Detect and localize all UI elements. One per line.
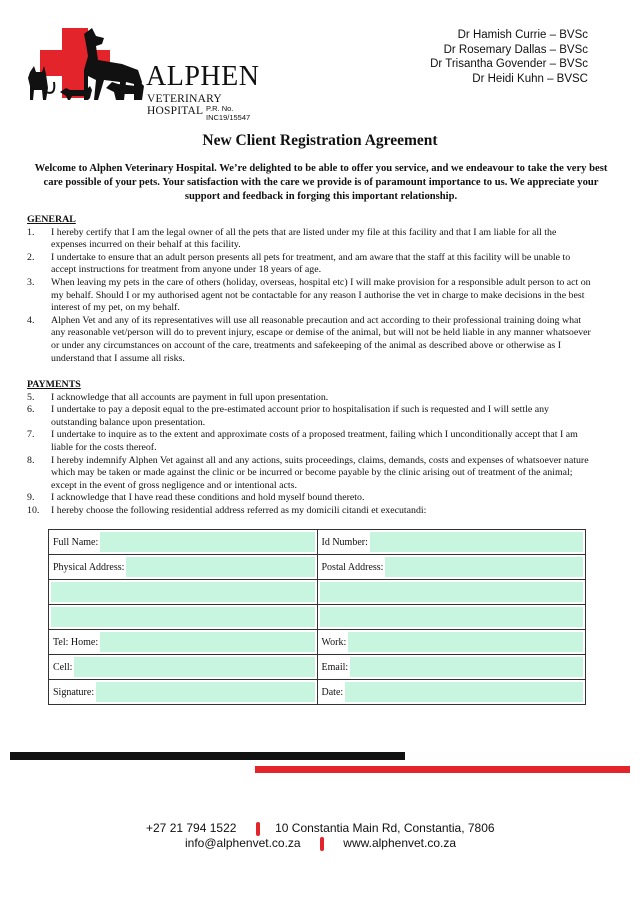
clause-item	[27, 315, 593, 365]
footer-email[interactable]: info@alphenvet.co.za	[185, 836, 301, 850]
footer-address: 10 Constantia Main Rd, Constantia, 7806	[275, 821, 495, 835]
clause-item	[27, 404, 593, 429]
clause-item	[27, 392, 593, 405]
welcome-text: Welcome to Alphen Veterinary Hospital. We’re delighted to be able to offer you service, and we endeavour to take the very best care possible of your pets. Your satisfaction with the care we provide is of paramount importance to us. We appreciate your support and feedback in forging this important relationship.	[34, 163, 608, 202]
clause-item	[27, 505, 593, 518]
doctors-list	[430, 28, 588, 86]
clause-number: 10.	[27, 504, 40, 516]
clause-number: 7.	[27, 429, 35, 441]
physical-address-field[interactable]	[126, 557, 314, 577]
date-label: Date:	[321, 686, 344, 698]
logo-registration: P.R. No. INC19/15547	[206, 104, 251, 122]
email-field[interactable]	[350, 657, 583, 677]
id-number-label: Id Number:	[321, 536, 368, 548]
registration-form	[48, 529, 586, 705]
postal-address-line-3[interactable]	[320, 607, 584, 627]
doctor-name: Dr Hamish Currie – BVSc	[457, 29, 588, 41]
clause-text: I acknowledge that all accounts are payment in full upon presentation.	[51, 391, 329, 403]
clause-item	[27, 429, 593, 454]
black-divider-stripe	[10, 752, 405, 760]
doctor-name: Dr Trisantha Govender – BVSc	[430, 58, 588, 71]
general-section	[27, 214, 593, 365]
clause-item	[27, 252, 593, 277]
clause-text: I acknowledge that I have read these conditions and hold myself bound thereto.	[51, 492, 365, 504]
doctor-name: Dr Heidi Kuhn – BVSC	[472, 72, 588, 85]
clause-number: 8.	[27, 454, 35, 466]
hospital-logo	[26, 26, 276, 122]
clause-text: When leaving my pets in the care of others (holiday, overseas, hospital etc) I will make provision for a responsible adult person to act on my behalf. Should I or my authorised agent not be contactable for any reason I authorise the vet in charge to make decisions in the best interest of my pet, on my behalf.	[51, 276, 591, 314]
clause-number: 3.	[27, 276, 35, 288]
full-name-label: Full Name:	[53, 536, 99, 548]
footer-phone: +27 21 794 1522	[146, 821, 237, 835]
clause-text: I undertake to ensure that an adult person presents all pets for treatment, and am aware that the staff at this facility will be unable to accept instructions for treatment from anyone under 18 years of age.	[51, 251, 571, 276]
clause-item	[27, 455, 593, 493]
clause-number: 4.	[27, 314, 35, 326]
clause-text: Alphen Vet and any of its representatives will use all reasonable precaution and act according to their professional training doing what any reasonable vet/person will do to prevent injury, escape or demise of the animal, but will not be held liable in any manner whatsoever or under any circumstances on account of the care, treatments and safekeeping of the animal as described above or otherwise as I understand that I assume all risks.	[51, 314, 591, 364]
clause-item	[27, 492, 593, 505]
clause-number: 6.	[27, 404, 35, 416]
physical-address-label: Physical Address:	[53, 561, 125, 573]
red-divider-stripe	[255, 766, 630, 773]
cell-field[interactable]	[74, 657, 314, 677]
physical-address-line-2[interactable]	[51, 582, 315, 602]
clause-item	[27, 277, 593, 315]
postal-address-line-2[interactable]	[320, 582, 584, 602]
page-title: New Client Registration Agreement	[202, 132, 438, 149]
red-separator-icon	[256, 822, 260, 836]
clause-text: I undertake to pay a deposit equal to the pre-estimated account prior to hospitalisation if such is requested and I will settle any outstanding balance upon presentation.	[51, 404, 549, 428]
payments-section	[27, 379, 593, 518]
clause-text: I hereby certify that I am the legal owner of all the pets that are listed under my file at this facility and that I am liable for all the expenses incurred on their behalf at this facility.	[51, 226, 557, 251]
logo-name: ALPHEN	[146, 61, 260, 92]
email-label: Email:	[321, 661, 349, 673]
red-separator-icon	[320, 837, 324, 851]
logo-subtitle: VETERINARY HOSPITAL	[147, 93, 222, 117]
clause-text: I hereby indemnify Alphen Vet against all and any actions, suits proceedings, claims, demands, costs and expenses of whatsoever nature which may be taken or made against the clinic or be incurred or become payable by the clinic arising out of treatment of the animal; except in the event of gross negligence and or intentional acts.	[51, 454, 589, 491]
work-field[interactable]	[348, 632, 583, 652]
postal-address-label: Postal Address:	[321, 561, 384, 573]
clause-number: 2.	[27, 251, 35, 263]
doctor-name: Dr Rosemary Dallas – BVSc	[443, 43, 588, 56]
clause-text: I hereby choose the following residential address referred as my domicili citandi et executandi:	[51, 504, 427, 516]
clause-number: 5.	[27, 391, 35, 403]
date-field[interactable]	[345, 682, 583, 702]
postal-address-field[interactable]	[385, 557, 583, 577]
signature-field[interactable]	[96, 682, 314, 702]
id-number-field[interactable]	[370, 532, 583, 552]
full-name-field[interactable]	[100, 532, 314, 552]
payments-heading: PAYMENTS	[27, 379, 81, 390]
work-label: Work:	[321, 636, 347, 648]
signature-label: Signature:	[53, 686, 95, 698]
footer-website[interactable]: www.alphenvet.co.za	[343, 836, 457, 850]
tel-home-label: Tel: Home:	[53, 636, 99, 648]
physical-address-line-3[interactable]	[51, 607, 315, 627]
clause-text: I undertake to inquire as to the extent and approximate costs of a proposed treatment, failing which I unconditionally accept that I am liable for the costs thereof.	[51, 429, 578, 453]
clause-item	[27, 227, 593, 252]
clause-number: 9.	[27, 492, 35, 504]
general-heading: GENERAL	[27, 214, 76, 225]
tel-home-field[interactable]	[100, 632, 314, 652]
clause-number: 1.	[27, 226, 35, 238]
cell-label: Cell:	[53, 661, 73, 673]
